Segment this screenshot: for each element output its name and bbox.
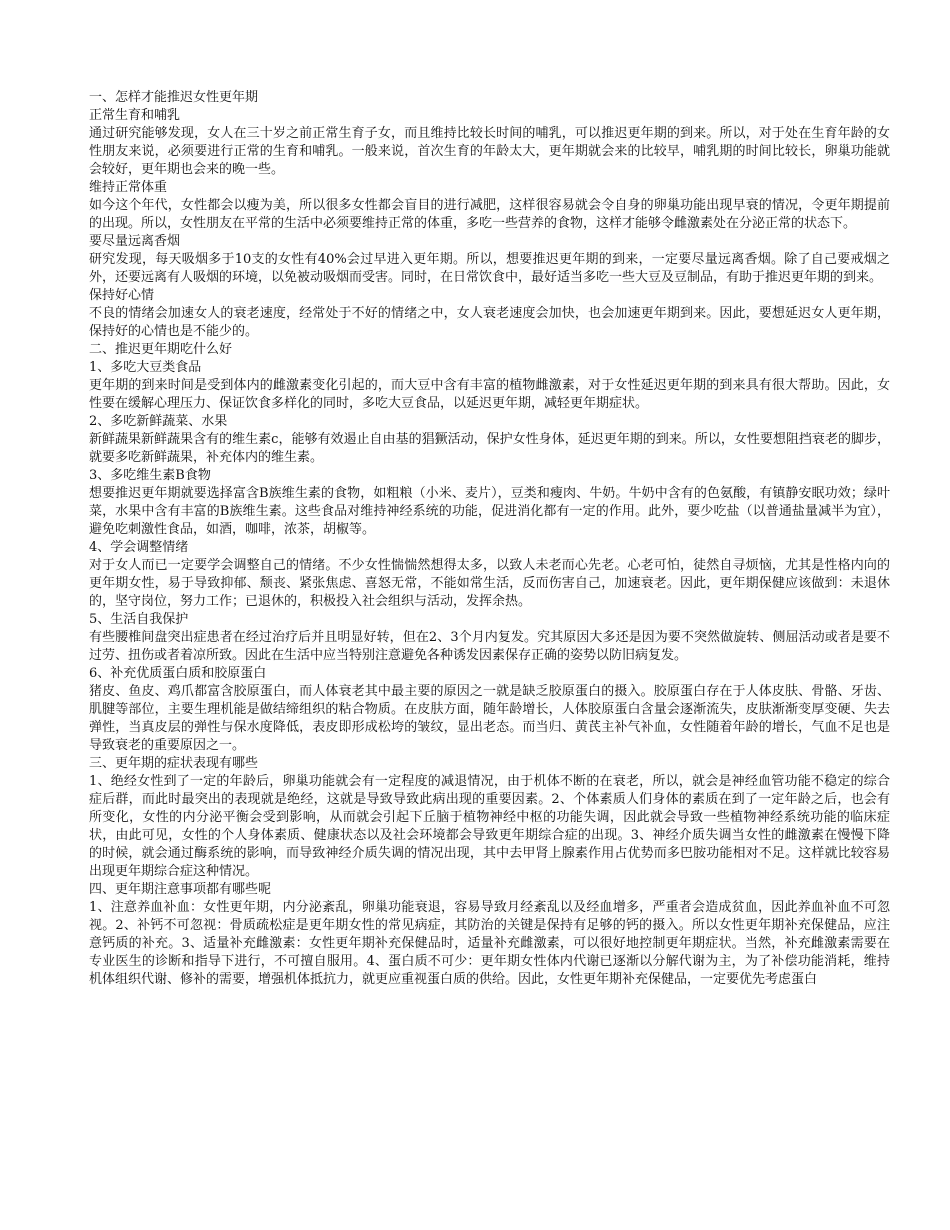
body-paragraph: 1、注意养血补血：女性更年期，内分泌紊乱，卵巢功能衰退，容易导致月经紊乱以及经血增多，严重者会造成贫血，因此养血补血不可忽视。2、补钙不可忽视：骨质疏松症是更年期女性的常见病症，其防治的关键是保持有足够的钙的摄入。所以女性更年期补充保健品，应注意钙质的补充。3、适量补充雌激素：女性更年期补充保健品时，适量补充雌激素，可以很好地控制更年期症状。当然，补充雌激素需要在专业医生的诊断和指导下进行，不可擅自服用。4、蛋白质不可少：更年期女性体内代谢已逐渐以分解代谢为主，为了补偿功能消耗，维持机体组织代谢、修补的需要，增强机体抵抗力，就更应重视蛋白质的供给。因此，女性更年期补充保健品，一定要优先考虑蛋白 — [89, 900, 890, 987]
subsection-heading: 保持好心情 — [89, 288, 155, 303]
subsection-heading: 1、多吃大豆类食品 — [89, 360, 202, 375]
subsection-heading: 要尽量远离香烟 — [89, 234, 181, 249]
section-heading: 一、怎样才能推迟女性更年期 — [89, 90, 259, 105]
body-paragraph: 更年期的到来时间是受到体内的雌激素变化引起的，而大豆中含有丰富的植物雌激素，对于女性延迟更年期的到来具有很大帮助。因此，女性要在缓解心理压力、保证饮食多样化的同时，多吃大豆食品，以延迟更年期，减轻更年期症状。 — [89, 378, 890, 411]
subsection-heading: 正常生育和哺乳 — [89, 108, 181, 123]
section-heading: 四、更年期注意事项都有哪些呢 — [89, 882, 272, 897]
body-paragraph: 1、绝经女性到了一定的年龄后，卵巢功能就会有一定程度的减退情况，由于机体不断的在衰老，所以，就会是神经血管功能不稳定的综合症后群，而此时最突出的表现就是绝经，这就是导致导致此病出现的重要因素。2、个体素质人们身体的素质在到了一定年龄之后，也会有所变化，女性的内分泌平衡会受到影响，从而就会引起下丘脑于植物神经中枢的功能失调，因此就会导致一些植物神经系统功能的临床症状，由此可见，女性的个人身体素质、健康状态以及社会环境都会导致更年期综合症的出现。3、神经介质失调当女性的雌激素在慢慢下降的时候，就会通过酶系统的影响，而导致神经介质失调的情况出现，其中去甲肾上腺素作用占优势而多巴胺功能相对不足。这样就比较容易出现更年期综合症这种情况。 — [89, 774, 890, 879]
body-paragraph: 想要推迟更年期就要选择富含B族维生素的食物，如粗粮（小米、麦片），豆类和瘦肉、牛奶。牛奶中含有的色氨酸，有镇静安眠功效；绿叶菜，水果中含有丰富的B族维生素。这些食品对维持神经系统的功能，促进消化都有一定的作用。此外，要少吃盐（以普通盐量减半为宜），避免吃刺激性食品，如酒，咖啡，浓茶，胡椒等。 — [89, 486, 890, 537]
subsection-heading: 维持正常体重 — [89, 180, 168, 195]
body-paragraph: 如今这个年代，女性都会以瘦为美，所以很多女性都会盲目的进行减肥，这样很容易就会令自身的卵巢功能出现早衰的情况，令更年期提前的出现。所以，女性朋友在平常的生活中必须要维持正常的体重，多吃一些营养的食物，这样才能够令雌激素处在分泌正常的状态下。 — [89, 198, 890, 231]
body-paragraph: 不良的情绪会加速女人的衰老速度，经常处于不好的情绪之中，女人衰老速度会加快，也会加速更年期到来。因此，要想延迟女人更年期，保持好的心情也是不能少的。 — [89, 306, 890, 339]
subsection-heading: 3、多吃维生素B食物 — [89, 468, 211, 483]
body-paragraph: 新鲜蔬果新鲜蔬果含有的维生素c，能够有效遏止自由基的猖獗活动，保护女性身体，延迟更年期的到来。所以，女性要想阻挡衰老的脚步，就要多吃新鲜蔬果，补充体内的维生素。 — [89, 432, 890, 465]
subsection-heading: 4、学会调整情绪 — [89, 540, 189, 555]
document-body — [89, 89, 890, 989]
body-paragraph: 研究发现，每天吸烟多于10支的女性有40%会过早进入更年期。所以，想要推迟更年期的到来，一定要尽量远离香烟。除了自己要戒烟之外，还要远离有人吸烟的环境，以免被动吸烟而受害。同时，在日常饮食中，最好适当多吃一些大豆及豆制品，有助于推迟更年期的到来。 — [89, 252, 890, 285]
body-paragraph: 对于女人而已一定要学会调整自己的情绪。不少女性惴惴然想得太多，以致人未老而心先老。心老可怕，徒然自寻烦恼，尤其是性格内向的更年期女性，易于导致抑郁、颓丧、紧张焦虑、喜怒无常，不能如常生活，反而伤害自己，加速衰老。因此，更年期保健应该做到：未退休的，坚守岗位，努力工作；已退休的，积极投入社会组织与活动，发挥余热。 — [89, 558, 890, 609]
section-heading: 二、推迟更年期吃什么好 — [89, 342, 233, 357]
section-heading: 三、更年期的症状表现有哪些 — [89, 756, 259, 771]
subsection-heading: 6、补充优质蛋白质和胶原蛋白 — [89, 666, 267, 681]
body-paragraph: 有些腰椎间盘突出症患者在经过治疗后并且明显好转，但在2、3个月内复发。究其原因大多还是因为要不突然做旋转、侧屈活动或者是要不过劳、扭伤或者着凉所致。因此在生活中应当特别注意避免各种诱发因素保存正确的姿势以防旧病复发。 — [89, 630, 890, 663]
body-paragraph: 通过研究能够发现，女人在三十岁之前正常生育子女，而且维持比较长时间的哺乳，可以推迟更年期的到来。所以，对于处在生育年龄的女性朋友来说，必须要进行正常的生育和哺乳。一般来说，首次生育的年龄太大，更年期就会来的比较早，哺乳期的时间比较长，卵巢功能就会较好，更年期也会来的晚一些。 — [89, 126, 890, 177]
subsection-heading: 5、生活自我保护 — [89, 612, 189, 627]
body-paragraph: 猪皮、鱼皮、鸡爪都富含胶原蛋白，而人体衰老其中最主要的原因之一就是缺乏胶原蛋白的摄入。胶原蛋白存在于人体皮肤、骨骼、牙齿、肌腱等部位，主要生理机能是做结缔组织的粘合物质。在皮肤方面，随年龄增长，人体胶原蛋白含量会逐渐流失，皮肤渐渐变厚变硬、失去弹性，当真皮层的弹性与保水度降低，表皮即形成松垮的皱纹，显出老态。而当归、黄芪主补气补血，女性随着年龄的增长，气血不足也是导致衰老的重要原因之一。 — [89, 684, 890, 753]
subsection-heading: 2、多吃新鲜蔬菜、水果 — [89, 414, 228, 429]
